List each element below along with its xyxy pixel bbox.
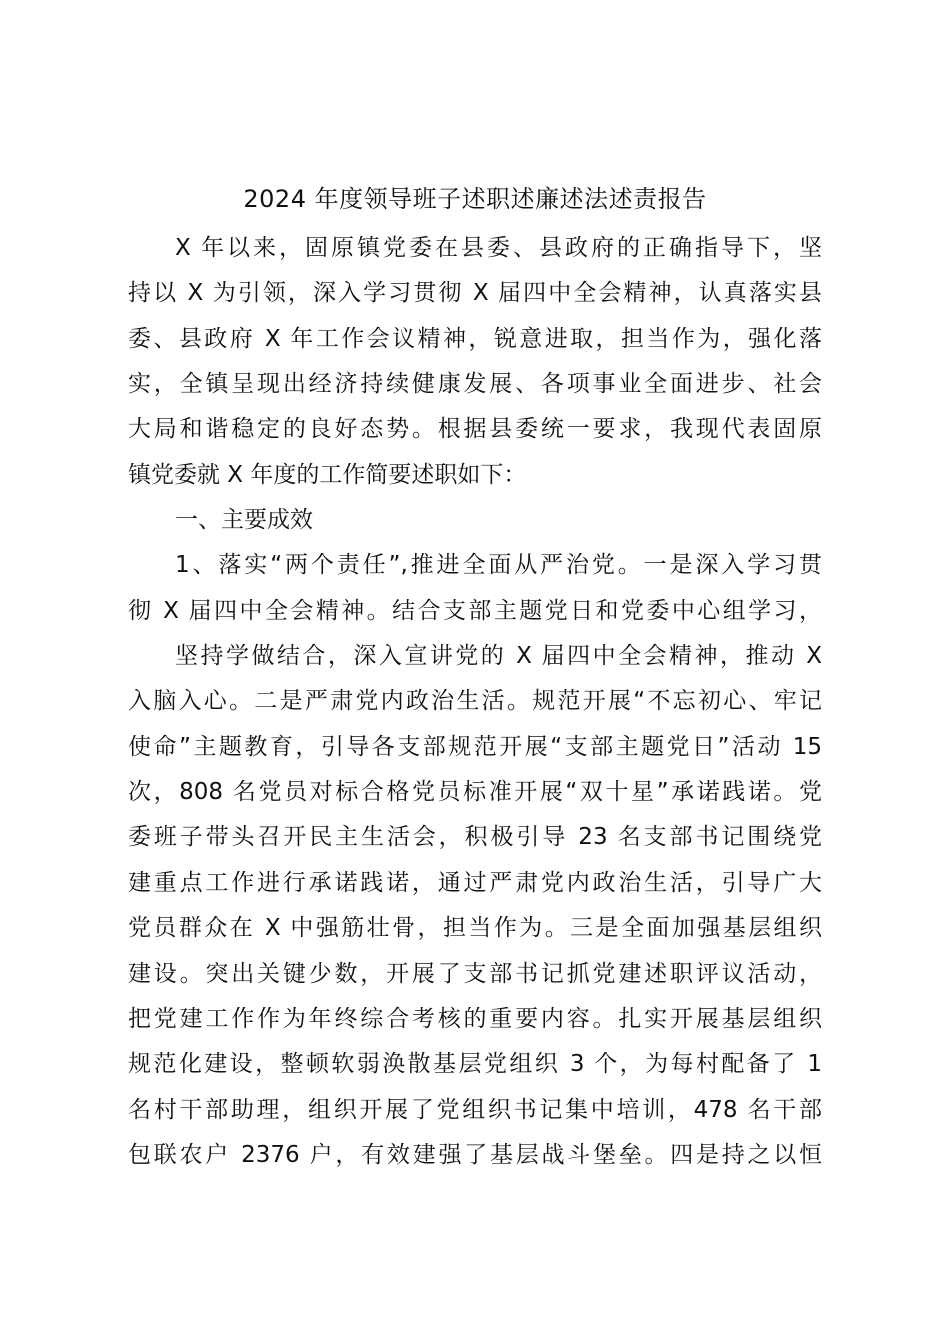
paragraph-line: 委班子带头召开民主生活会，积极引导 23 名支部书记围绕党 <box>128 824 822 851</box>
paragraph-line: 建设。突出关键少数，开展了支部书记抓党建述职评议活动， <box>128 960 822 987</box>
paragraph-line: 持以 X 为引领，深入学习贯彻 X 届四中全会精神，认真落实县 <box>128 280 822 307</box>
paragraph-line: 坚持学做结合，深入宣讲党的 X 届四中全会精神，推动 X <box>175 643 822 670</box>
document-body <box>128 226 822 1178</box>
paragraph-line: 次，808 名党员对标合格党员标准开展“双十星”承诺践诺。党 <box>128 779 822 806</box>
paragraph-line: 1、落实“两个责任”,推进全面从严治党。一是深入学习贯 <box>175 552 822 579</box>
paragraph-line: 规范化建设，整顿软弱涣散基层党组织 3 个，为每村配备了 1 <box>128 1051 822 1078</box>
paragraph-line: 党员群众在 X 中强筋壮骨，担当作为。三是全面加强基层组织 <box>128 915 822 942</box>
paragraph-line: 使命”主题教育，引导各支部规范开展“支部主题党日”活动 15 <box>128 733 822 760</box>
section-heading: 一、主要成效 <box>175 507 313 534</box>
paragraph-line: 包联农户 2376 户，有效建强了基层战斗堡垒。四是持之以恒 <box>128 1141 822 1168</box>
paragraph-line: 委、县政府 X 年工作会议精神，锐意进取，担当作为，强化落 <box>128 325 822 352</box>
paragraph-line: 镇党委就 X 年度的工作简要述职如下： <box>128 461 527 488</box>
paragraph-line: 把党建工作作为年终综合考核的重要内容。扎实开展基层组织 <box>128 1005 822 1032</box>
paragraph-line: 实，全镇呈现出经济持续健康发展、各项事业全面进步、社会 <box>128 371 822 398</box>
paragraph-line: 彻 X 届四中全会精神。结合支部主题党日和党委中心组学习， <box>128 597 822 624</box>
paragraph-line: 大局和谐稳定的良好态势。根据县委统一要求，我现代表固原 <box>128 416 822 443</box>
document-title: 2024 年度领导班子述职述廉述法述责报告 <box>243 185 707 213</box>
paragraph-line: X 年以来，固原镇党委在县委、县政府的正确指导下，坚 <box>175 235 822 261</box>
paragraph-line: 建重点工作进行承诺践诺，通过严肃党内政治生活，引导广大 <box>128 869 822 896</box>
paragraph-line: 名村干部助理，组织开展了党组织书记集中培训，478 名干部 <box>128 1096 822 1123</box>
paragraph-line: 入脑入心。二是严肃党内政治生活。规范开展“不忘初心、牢记 <box>128 688 822 715</box>
